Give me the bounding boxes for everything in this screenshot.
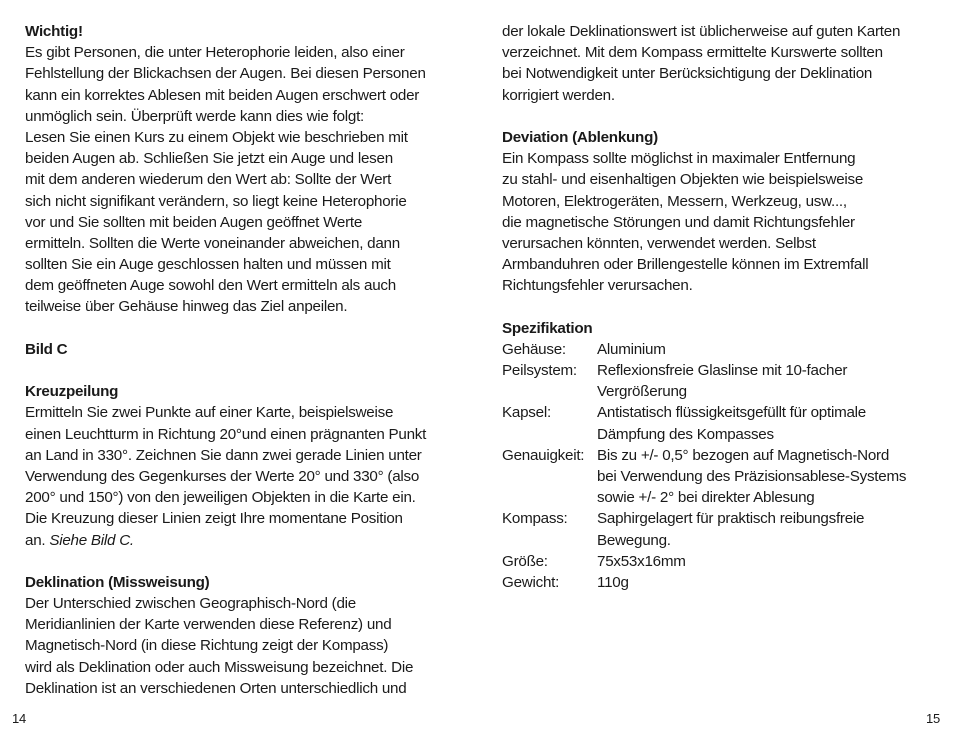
text-line: Der Unterschied zwischen Geographisch-Nord (die [25,595,356,613]
paragraph-deklination [25,593,465,699]
text-line: einen Leuchtturm in Richtung 20°und einen prägnanten Punkt [25,425,427,443]
text-line: Dämpfung des Kompasses [597,425,774,443]
spec-value [597,508,932,550]
heading-wichtig: Wichtig! [25,23,83,40]
spec-label: Kapsel: [502,404,551,422]
text-line: bei Verwendung des Präzisionsablese-Systems [597,467,907,485]
page-number-right: 15 [926,711,940,726]
heading-deklination: Deklination (Missweisung) [25,573,210,591]
spec-row-kompass [502,508,932,550]
text-line: sowie +/- 2° bei direkter Ablesung [597,489,815,507]
text-line: mit dem anderen wiederum den Wert ab: Sollte der Wert [25,171,392,189]
spec-row-gewicht [502,572,932,593]
spec-label: Kompass: [502,510,568,528]
text-line: Armbanduhren oder Brillengestelle können im Extremfall [502,256,869,274]
text-line: verzeichnet. Mit dem Kompass ermittelte Kurswerte sollten [502,44,883,62]
text-line: Fehlstellung der Blickachsen der Augen. Bei diesen Personen [25,65,426,83]
text-line: Ein Kompass sollte möglichst in maximaler Entfernung [502,150,856,168]
text-line: an Land in 330°. Zeichnen Sie dann zwei gerade Linien unter [25,446,422,464]
spec-table [502,339,932,593]
text-line: Richtungsfehler verursachen. [502,277,693,295]
text-line: Verwendung des Gegenkurses der Werte 20° und 330° (also [25,467,420,485]
text-line: dem geöffneten Auge sowohl den Wert ermitteln als auch [25,277,396,295]
spacer [25,318,465,339]
text-line: Lesen Sie einen Kurs zu einem Objekt wie beschrieben mit [25,128,408,146]
paragraph-kreuzpeilung [25,402,465,550]
text-line: Bewegung. [597,531,671,549]
spec-value [597,402,932,444]
spec-value [597,445,932,509]
heading-bild-c: Bild C [25,340,68,358]
text-line: sollten Sie ein Auge geschlossen halten und müssen mit [25,256,391,274]
text-line: ermitteln. Sollten die Werte voneinander abweichen, dann [25,234,400,252]
left-page [25,21,465,699]
text-line: vor und Sie sollten mit beiden Augen geöffnet Werte [25,213,363,231]
spec-label: Gewicht: [502,573,560,591]
text-fragment: an. [25,531,50,549]
spacer [25,360,465,381]
text-line: die magnetische Störungen und damit Richtungsfehler [502,213,855,231]
spec-label: Peilsystem: [502,362,577,379]
text-line: 200° und 150°) von den jeweiligen Objekten in die Karte ein. [25,489,416,507]
text-line: Vergrößerung [597,383,687,401]
text-line: Bis zu +/- 0,5° bezogen auf Magnetisch-Nord [597,446,890,464]
text-line: Reflexionsfreie Glaslinse mit 10-facher [597,362,848,379]
text-line [25,530,465,551]
spec-row-groesse [502,551,932,572]
right-page [502,21,932,593]
spec-row-genauigkeit [502,445,932,509]
text-line: korrigiert werden. [502,86,615,104]
spec-value [597,360,932,402]
text-line: unmöglich sein. Überprüft werde kann dies wie folgt: [25,107,365,125]
text-line: der lokale Deklinationswert ist üblicherweise auf guten Karten [502,23,901,40]
text-line: Es gibt Personen, die unter Heterophorie leiden, also einer [25,44,405,62]
text-line: wird als Deklination oder auch Missweisung bezeichnet. Die [25,658,414,676]
spec-value [597,572,932,593]
text-line: zu stahl- und eisenhaltigen Objekten wie beispielsweise [502,171,864,189]
text-line: Saphirgelagert für praktisch reibungsfreie [597,510,865,528]
text-line: Motoren, Elektrogeräten, Messern, Werkzeug, usw..., [502,192,847,210]
spacer [25,551,465,572]
spec-label: Größe: [502,552,548,570]
spec-row-gehaeuse [502,339,932,360]
paragraph-wichtig [25,42,465,317]
spec-row-kapsel [502,402,932,444]
heading-deviation: Deviation (Ablenkung) [502,128,658,146]
text-line: Aluminium [597,340,666,358]
paragraph-deklination-continued [502,21,932,106]
spec-label: Genauigkeit: [502,446,585,464]
text-line: teilweise über Gehäuse hinweg das Ziel anpeilen. [25,298,348,316]
text-line: Die Kreuzung dieser Linien zeigt Ihre momentane Position [25,510,403,528]
text-line: Meridianlinien der Karte verwenden diese Referenz) und [25,616,392,634]
heading-kreuzpeilung: Kreuzpeilung [25,383,119,401]
text-line: Ermitteln Sie zwei Punkte auf einer Karte, beispielsweise [25,404,394,422]
text-line: 75x53x16mm [597,552,686,570]
text-line: verursachen könnten, verwendet werden. Selbst [502,234,816,252]
text-line: Antistatisch flüssigkeitsgefüllt für optimale [597,404,866,422]
text-line: beiden Augen ab. Schließen Sie jetzt ein Auge und lesen [25,150,393,168]
page-number-left: 14 [12,711,26,726]
text-line: 110g [597,573,629,591]
text-line: Magnetisch-Nord (in diese Richtung zeigt der Kompass) [25,637,389,655]
text-line: sich nicht signifikant verändern, so liegt keine Heterophorie [25,192,407,210]
spec-value [597,551,932,572]
spec-row-peilsystem [502,360,932,402]
text-line: Deklination ist an verschiedenen Orten unterschiedlich und [25,679,407,697]
spacer [502,106,932,127]
heading-spezifikation: Spezifikation [502,319,593,337]
figure-reference: Siehe Bild C. [49,531,134,549]
spec-value [597,339,932,360]
paragraph-deviation [502,148,932,296]
text-line: bei Notwendigkeit unter Berücksichtigung der Deklination [502,65,873,83]
spacer [502,296,932,317]
spec-label: Gehäuse: [502,340,566,358]
text-line: kann ein korrektes Ablesen mit beiden Augen erschwert oder [25,86,420,104]
